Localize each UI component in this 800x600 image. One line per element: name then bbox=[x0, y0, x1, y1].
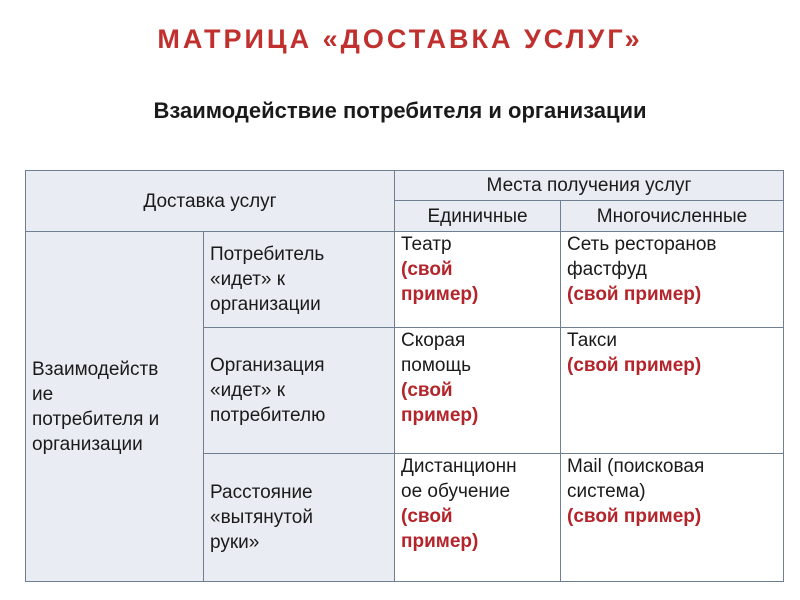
example-placeholder: (свой bbox=[401, 506, 453, 527]
side-header-line: потребителя и bbox=[32, 408, 160, 430]
cell-text: Сеть ресторанов bbox=[567, 234, 717, 255]
cell-single-row3 bbox=[395, 454, 561, 582]
example-placeholder: пример) bbox=[401, 531, 479, 552]
example-placeholder: (свой bbox=[401, 380, 453, 401]
row-label-line: руки» bbox=[210, 532, 260, 553]
page-title: МАТРИЦА «ДОСТАВКА УСЛУГ» bbox=[157, 24, 643, 54]
row-label-arms-length bbox=[204, 454, 395, 582]
cell-text: Такси bbox=[567, 330, 617, 351]
column-header-multiple: Многочисленные bbox=[561, 201, 784, 232]
cell-text: помощь bbox=[401, 355, 472, 376]
cell-single-row1 bbox=[395, 232, 561, 328]
side-header-line: Взаимодейств bbox=[32, 358, 159, 380]
places-header: Места получения услуг bbox=[395, 171, 784, 201]
row-label-line: «вытянутой bbox=[210, 507, 313, 528]
example-placeholder: (свой пример) bbox=[567, 355, 702, 376]
cell-text: фастфуд bbox=[567, 259, 647, 280]
row-label-line: Расстояние bbox=[210, 482, 313, 503]
cell-text: Дистанционн bbox=[401, 456, 517, 477]
example-placeholder: (свой bbox=[401, 259, 453, 280]
example-placeholder: (свой пример) bbox=[567, 284, 702, 305]
delivery-matrix-table bbox=[25, 170, 784, 582]
row-label-line: потребителю bbox=[210, 405, 326, 426]
cell-multiple-row3 bbox=[561, 454, 784, 582]
cell-text: Театр bbox=[401, 234, 452, 255]
row-label-organization-goes bbox=[204, 328, 395, 454]
page-subtitle: Взаимодействие потребителя и организации bbox=[153, 98, 647, 123]
example-placeholder: пример) bbox=[401, 284, 479, 305]
cell-multiple-row1 bbox=[561, 232, 784, 328]
example-placeholder: (свой пример) bbox=[567, 506, 702, 527]
cell-text: Скорая bbox=[401, 330, 466, 351]
cell-multiple-row2 bbox=[561, 328, 784, 454]
row-label-line: «идет» к bbox=[210, 380, 286, 401]
cell-text: ое обучение bbox=[401, 481, 511, 502]
cell-text: система) bbox=[567, 481, 646, 502]
row-label-line: «идет» к bbox=[210, 269, 286, 290]
column-header-single: Единичные bbox=[395, 201, 561, 232]
row-label-line: Организация bbox=[210, 355, 325, 376]
row-label-line: Потребитель bbox=[210, 244, 325, 265]
corner-header: Доставка услуг bbox=[26, 171, 395, 232]
side-header-line: ие bbox=[32, 383, 54, 405]
row-label-line: организации bbox=[210, 294, 321, 315]
side-header bbox=[26, 232, 204, 582]
side-header-line: организации bbox=[32, 433, 143, 455]
example-placeholder: пример) bbox=[401, 405, 479, 426]
cell-single-row2 bbox=[395, 328, 561, 454]
row-label-consumer-goes bbox=[204, 232, 395, 328]
cell-text: Mail (поисковая bbox=[567, 456, 705, 477]
